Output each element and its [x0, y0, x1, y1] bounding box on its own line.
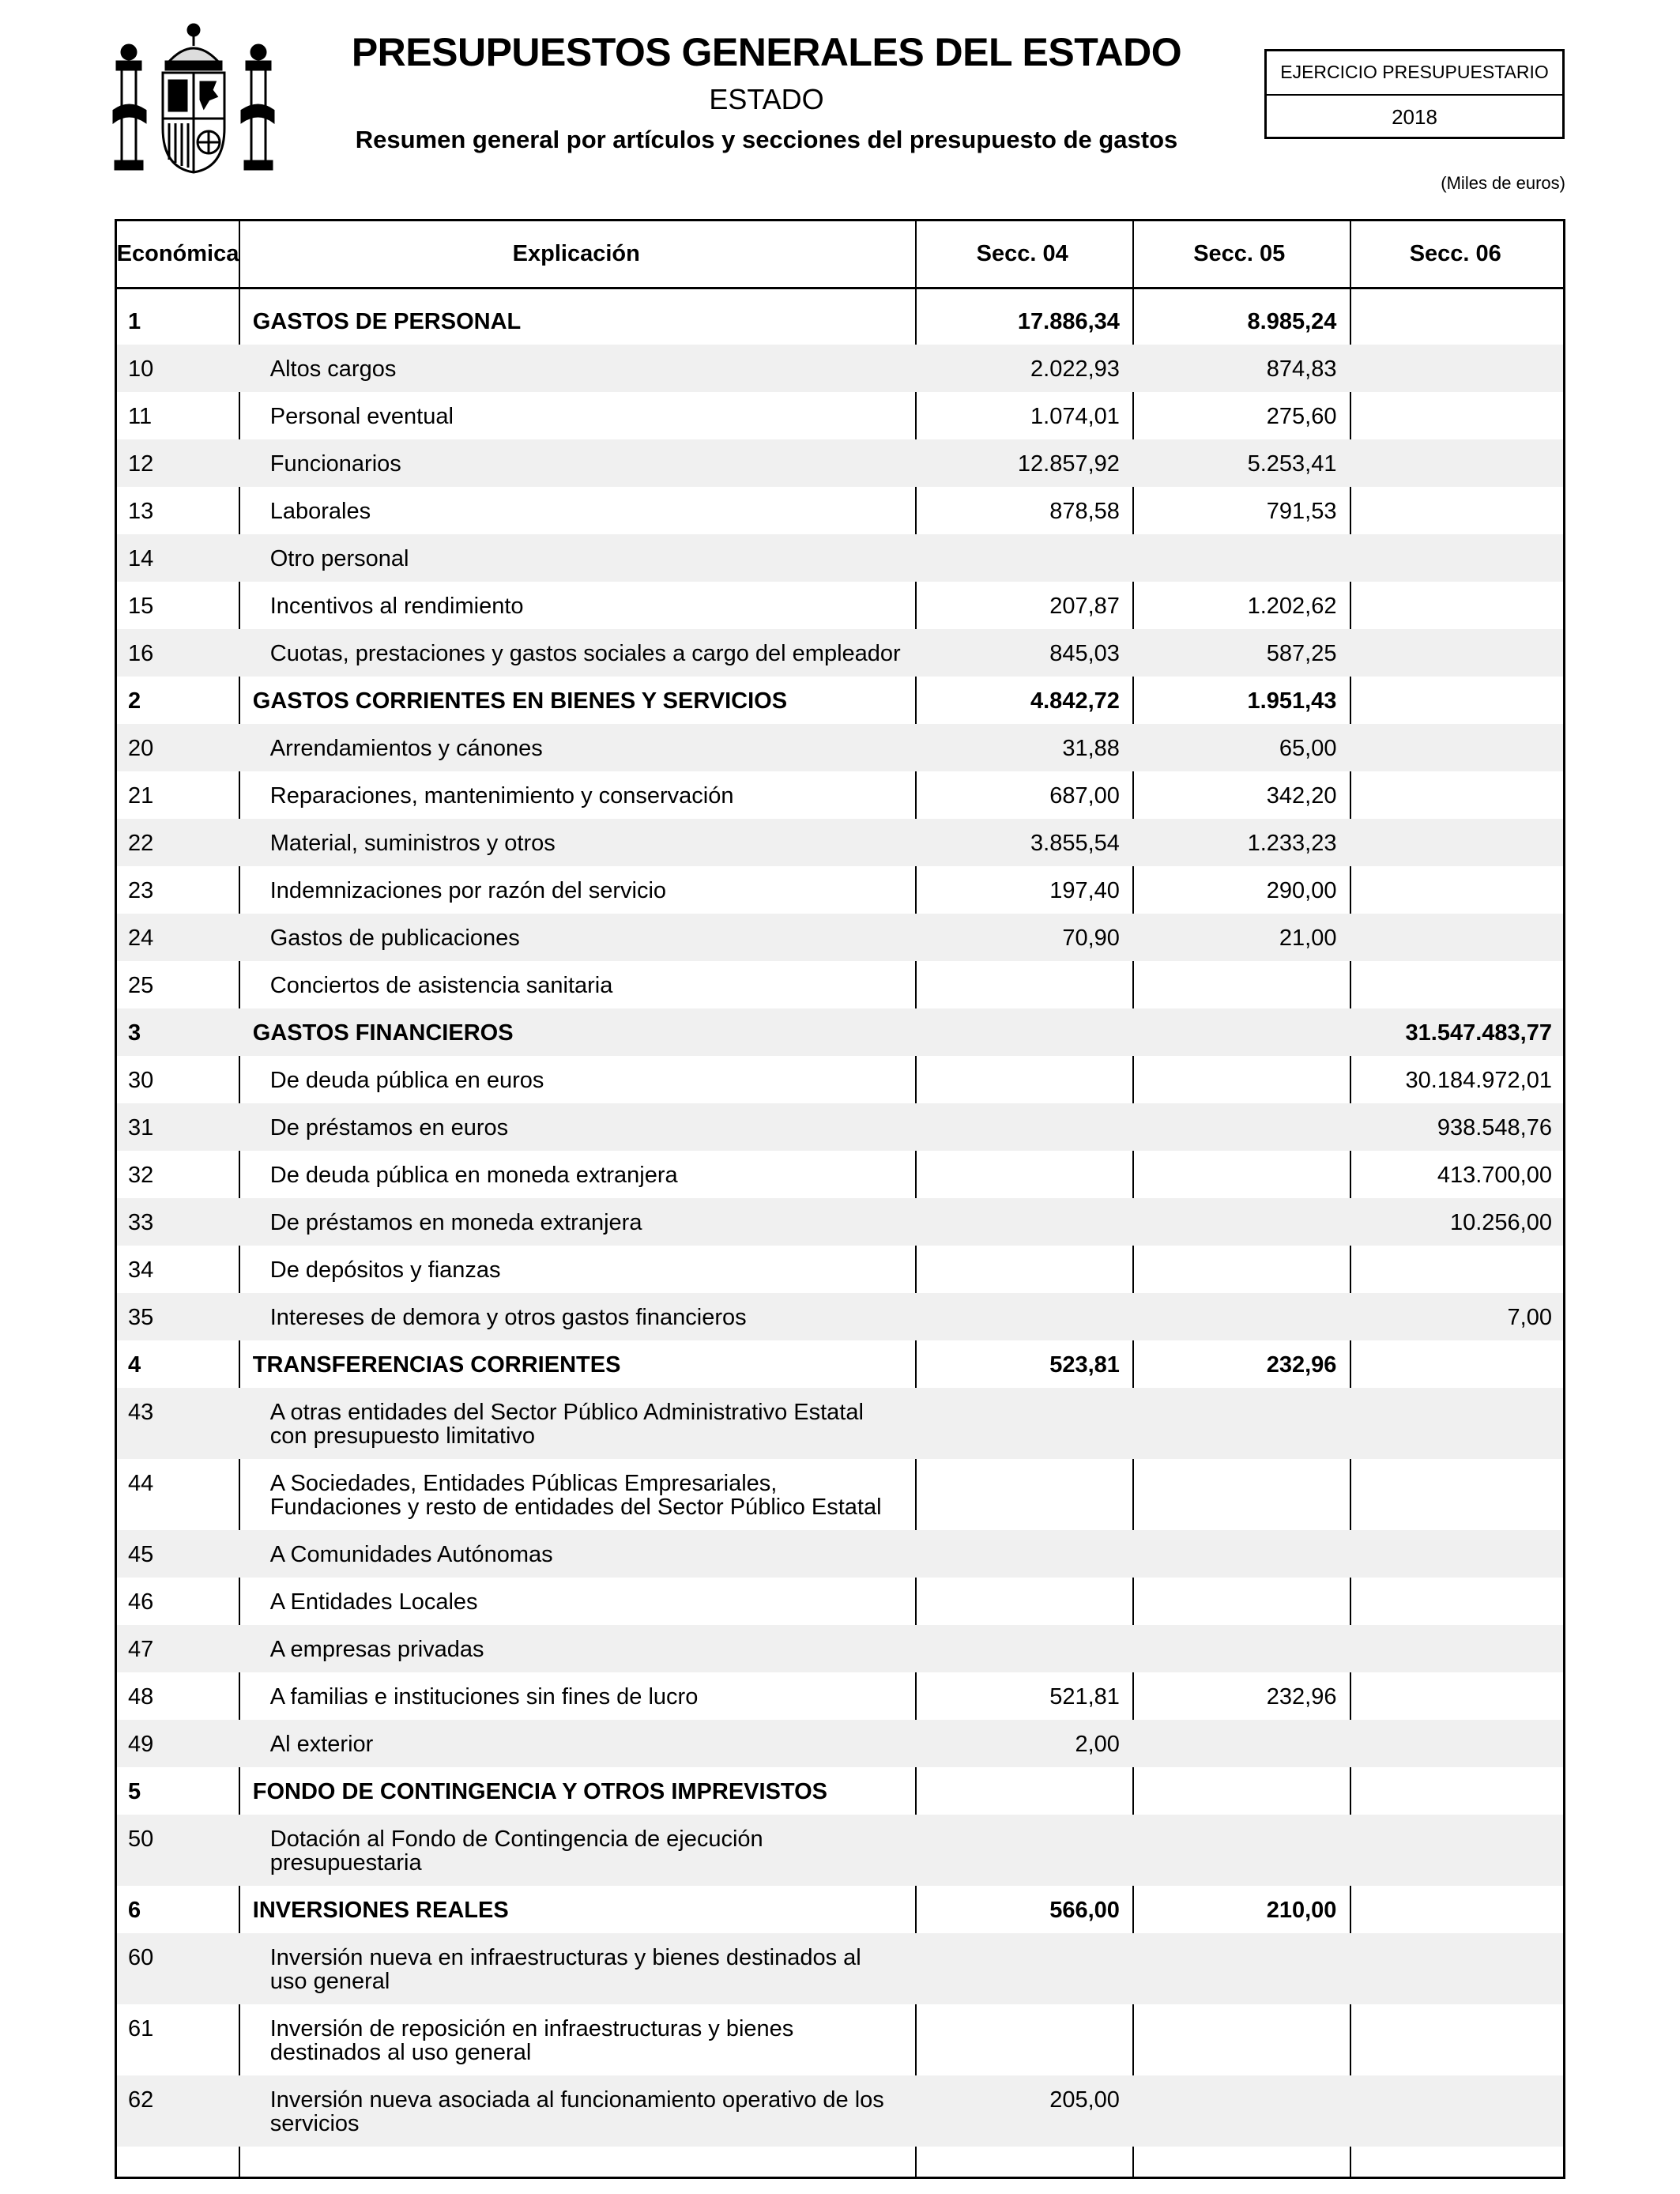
row-secc-06: 7,00: [1507, 1305, 1552, 1330]
row-secc-04: [913, 1578, 1131, 1625]
table-row: [117, 1198, 1563, 1246]
row-code: 31: [128, 1115, 154, 1140]
row-code: 25: [128, 973, 154, 998]
row-secc-06: [1347, 1625, 1563, 1672]
table-row: [117, 439, 1563, 487]
row-code: 48: [128, 1684, 154, 1710]
row-secc-05: 1.202,62: [1247, 594, 1337, 619]
row-code: 3: [128, 1020, 141, 1046]
page-title: PRESUPUESTOS GENERALES DEL ESTADO: [351, 30, 1182, 74]
row-secc-06: [1347, 1459, 1563, 1530]
row-secc-06: [1347, 914, 1563, 961]
row-label: A Sociedades, Entidades Públicas Empresariales, Fundaciones y resto de entidades del Sector Público Estatal: [269, 1471, 882, 1520]
row-secc-05: 5.253,41: [1247, 451, 1337, 477]
row-secc-04: 3.855,54: [1030, 831, 1120, 856]
table-row: [117, 771, 1563, 819]
table-row: [117, 1388, 1563, 1459]
row-label: Otro personal: [269, 546, 409, 571]
row-label: Conciertos de asistencia sanitaria: [269, 973, 613, 998]
row-secc-04: 566,00: [1049, 1898, 1120, 1923]
table-row: [117, 1530, 1563, 1578]
exercise-label: EJERCICIO PRESUPUESTARIO: [1267, 51, 1562, 96]
row-code: 33: [128, 1210, 154, 1235]
row-code: 5: [128, 1779, 141, 1804]
row-label: A empresas privadas: [269, 1637, 484, 1662]
row-secc-06: [1347, 1340, 1563, 1388]
column-header-explicacion: Explicación: [512, 241, 640, 266]
units-note: (Miles de euros): [1441, 173, 1565, 193]
table-row: [117, 1815, 1563, 1886]
chapter-row: [117, 1008, 1563, 1056]
table-row: [117, 1246, 1563, 1293]
row-label: Laborales: [269, 499, 371, 524]
exercise-year: 2018: [1392, 105, 1437, 129]
row-code: 62: [128, 2087, 154, 2113]
row-secc-04: 31,88: [1062, 736, 1120, 761]
table-row: [117, 914, 1563, 961]
row-label: De depósitos y fianzas: [269, 1257, 501, 1283]
row-secc-04: 521,81: [1049, 1684, 1120, 1710]
column-header-secc-05: Secc. 05: [1193, 241, 1286, 266]
row-secc-05: 65,00: [1279, 736, 1337, 761]
row-label: Cuotas, prestaciones y gastos sociales a cargo del empleador: [269, 641, 901, 666]
row-secc-05: 21,00: [1279, 925, 1337, 951]
table-row: [117, 1056, 1563, 1103]
row-code: 49: [128, 1732, 154, 1757]
row-secc-06: [1347, 1767, 1563, 1815]
row-secc-06: [1347, 2004, 1563, 2075]
row-secc-05: 8.985,24: [1247, 309, 1337, 334]
row-code: 60: [128, 1945, 154, 1970]
row-secc-06: [1347, 866, 1563, 914]
table-row: [117, 1672, 1563, 1720]
row-secc-06: [1347, 677, 1563, 724]
row-secc-04: 70,90: [1062, 925, 1120, 951]
row-secc-05: 1.951,43: [1247, 688, 1337, 714]
table-row: [117, 1151, 1563, 1198]
row-secc-04: 1.074,01: [1030, 404, 1120, 429]
row-secc-05: [1131, 1056, 1348, 1103]
row-label: Inversión nueva en infraestructuras y bienes destinados al uso general: [269, 1945, 861, 1994]
row-code: 6: [128, 1898, 141, 1923]
row-code: 44: [128, 1471, 154, 1496]
row-secc-06: [1347, 1933, 1563, 2004]
row-label: A otras entidades del Sector Público Administrativo Estatal con presupuesto limitativo: [269, 1400, 864, 1449]
row-secc-04: 207,87: [1049, 594, 1120, 619]
row-secc-04: 687,00: [1049, 783, 1120, 809]
row-secc-05: 232,96: [1266, 1352, 1337, 1378]
row-secc-05: 587,25: [1266, 641, 1337, 666]
row-secc-05: [1131, 1459, 1348, 1530]
row-secc-05: [1131, 1103, 1348, 1151]
row-secc-04: [913, 1530, 1131, 1578]
row-label: A Comunidades Autónomas: [269, 1542, 553, 1567]
row-secc-04: [913, 1151, 1131, 1198]
row-label: Dotación al Fondo de Contingencia de ejecución presupuestaria: [269, 1826, 763, 1875]
table-row: [117, 487, 1563, 534]
row-secc-05: 1.233,23: [1247, 831, 1337, 856]
row-secc-04: [913, 961, 1131, 1008]
row-secc-04: [913, 2004, 1131, 2075]
row-code: 13: [128, 499, 154, 524]
row-code: 50: [128, 1826, 154, 1852]
row-label: FONDO DE CONTINGENCIA Y OTROS IMPREVISTOS: [252, 1779, 828, 1804]
row-label: Reparaciones, mantenimiento y conservación: [269, 783, 734, 809]
row-code: 20: [128, 736, 154, 761]
row-code: 46: [128, 1589, 154, 1615]
table-row: [117, 629, 1563, 677]
row-label: De préstamos en euros: [269, 1115, 509, 1140]
row-label: Incentivos al rendimiento: [269, 594, 524, 619]
row-label: De préstamos en moneda extranjera: [269, 1210, 642, 1235]
row-code: 61: [128, 2016, 154, 2041]
row-code: 4: [128, 1352, 141, 1378]
table-body: [117, 289, 1563, 2147]
row-code: 43: [128, 1400, 154, 1425]
row-secc-06: [1347, 1720, 1563, 1767]
row-secc-05: [1131, 1198, 1348, 1246]
row-secc-04: 845,03: [1049, 641, 1120, 666]
row-code: 24: [128, 925, 154, 951]
row-secc-06: [1347, 961, 1563, 1008]
row-secc-06: [1347, 629, 1563, 677]
row-secc-05: 275,60: [1266, 404, 1337, 429]
row-label: De deuda pública en euros: [269, 1068, 544, 1093]
row-secc-05: [1131, 1151, 1348, 1198]
row-secc-06: [1347, 487, 1563, 534]
chapter-row: [117, 297, 1563, 345]
row-label: Intereses de demora y otros gastos financieros: [269, 1305, 747, 1330]
row-code: 34: [128, 1257, 154, 1283]
row-secc-05: 290,00: [1266, 878, 1337, 903]
row-secc-06: [1347, 1886, 1563, 1933]
table-row: [117, 534, 1563, 582]
row-label: Funcionarios: [269, 451, 401, 477]
row-secc-05: [1131, 1933, 1348, 2004]
exercise-box: [1264, 49, 1565, 139]
row-secc-05: [1131, 1815, 1348, 1886]
table-header: [117, 221, 1563, 289]
row-secc-04: [913, 1815, 1131, 1886]
row-secc-04: 12.857,92: [1017, 451, 1120, 477]
row-label: GASTOS DE PERSONAL: [252, 309, 522, 334]
row-label: De deuda pública en moneda extranjera: [269, 1163, 678, 1188]
row-label: INVERSIONES REALES: [252, 1898, 509, 1923]
row-code: 30: [128, 1068, 154, 1093]
row-label: Gastos de publicaciones: [269, 925, 520, 951]
row-secc-04: 4.842,72: [1030, 688, 1120, 714]
table-row: [117, 866, 1563, 914]
chapter-row: [117, 1340, 1563, 1388]
table-row: [117, 819, 1563, 866]
row-label: Altos cargos: [269, 356, 397, 382]
table-row: [117, 2004, 1563, 2075]
table-row: [117, 724, 1563, 771]
row-secc-05: [1131, 2004, 1348, 2075]
row-secc-05: [1131, 1293, 1348, 1340]
row-secc-06: [1347, 819, 1563, 866]
row-secc-05: 791,53: [1266, 499, 1337, 524]
coat-of-arms-icon: [111, 17, 277, 175]
row-secc-06: [1347, 724, 1563, 771]
row-code: 11: [128, 404, 153, 429]
row-label: GASTOS CORRIENTES EN BIENES Y SERVICIOS: [252, 688, 788, 714]
row-label: A familias e instituciones sin fines de lucro: [269, 1684, 699, 1710]
row-label: Material, suministros y otros: [269, 831, 556, 856]
row-secc-06: [1347, 1815, 1563, 1886]
table-row: [117, 961, 1563, 1008]
chapter-row: [117, 1767, 1563, 1815]
row-secc-04: [913, 1625, 1131, 1672]
row-label: Al exterior: [269, 1732, 374, 1757]
row-secc-06: [1347, 1672, 1563, 1720]
table-row: [117, 2075, 1563, 2147]
row-secc-06: 10.256,00: [1449, 1210, 1552, 1235]
row-secc-05: 874,83: [1266, 356, 1337, 382]
row-secc-05: [1131, 1246, 1348, 1293]
table-row: [117, 1933, 1563, 2004]
row-code: 12: [128, 451, 154, 477]
table-row: [117, 1103, 1563, 1151]
row-code: 21: [128, 783, 154, 809]
row-secc-06: 30.184.972,01: [1405, 1068, 1552, 1093]
row-secc-05: [1131, 1578, 1348, 1625]
row-secc-06: [1347, 1578, 1563, 1625]
row-secc-05: [1131, 961, 1348, 1008]
row-secc-04: [913, 1103, 1131, 1151]
row-secc-06: 938.548,76: [1437, 1115, 1552, 1140]
row-secc-06: [1347, 582, 1563, 629]
row-label: Inversión de reposición en infraestructuras y bienes destinados al uso general: [269, 2016, 794, 2065]
row-secc-06: [1347, 1388, 1563, 1459]
row-secc-05: [1131, 2075, 1348, 2147]
row-secc-06: [1347, 2075, 1563, 2147]
table-row: [117, 392, 1563, 439]
table-row: [117, 345, 1563, 392]
row-code: 2: [128, 688, 141, 714]
row-code: 1: [128, 309, 141, 334]
row-secc-05: [1131, 1388, 1348, 1459]
row-label: TRANSFERENCIAS CORRIENTES: [252, 1352, 621, 1378]
column-header-secc-06: Secc. 06: [1409, 241, 1501, 266]
row-secc-04: 878,58: [1049, 499, 1120, 524]
row-secc-06: [1347, 392, 1563, 439]
table-row: [117, 582, 1563, 629]
column-header-economica: Económica: [116, 241, 239, 266]
row-label: GASTOS FINANCIEROS: [252, 1020, 514, 1046]
row-secc-06: [1347, 1530, 1563, 1578]
row-secc-06: [1347, 297, 1563, 345]
row-code: 14: [128, 546, 154, 571]
chapter-row: [117, 1886, 1563, 1933]
row-secc-06: [1347, 534, 1563, 582]
row-label: Arrendamientos y cánones: [269, 736, 543, 761]
row-secc-06: [1347, 345, 1563, 392]
column-header-secc-04: Secc. 04: [976, 241, 1068, 266]
row-secc-04: [913, 1388, 1131, 1459]
header: [308, 25, 1225, 160]
row-secc-06: [1347, 1246, 1563, 1293]
chapter-row: [117, 677, 1563, 724]
row-secc-05: 342,20: [1266, 783, 1337, 809]
row-code: 23: [128, 878, 154, 903]
row-secc-04: [913, 1198, 1131, 1246]
row-code: 32: [128, 1163, 154, 1188]
row-secc-04: 523,81: [1049, 1352, 1120, 1378]
row-label: Inversión nueva asociada al funcionamiento operativo de los servicios: [269, 2087, 884, 2136]
row-secc-04: [913, 1246, 1131, 1293]
row-secc-04: [913, 1293, 1131, 1340]
row-code: 16: [128, 641, 154, 666]
row-secc-05: [1131, 534, 1348, 582]
row-secc-06: [1347, 771, 1563, 819]
table-row: [117, 1459, 1563, 1530]
budget-table: [115, 219, 1565, 2179]
row-secc-05: [1131, 1720, 1348, 1767]
row-label: Indemnizaciones por razón del servicio: [269, 878, 667, 903]
row-code: 10: [128, 356, 154, 382]
row-code: 47: [128, 1637, 154, 1662]
row-secc-04: [913, 534, 1131, 582]
table-row: [117, 1578, 1563, 1625]
row-code: 35: [128, 1305, 154, 1330]
row-secc-04: [913, 1056, 1131, 1103]
table-row: [117, 1720, 1563, 1767]
row-code: 15: [128, 594, 154, 619]
table-row: [117, 1625, 1563, 1672]
table-row: [117, 1293, 1563, 1340]
row-secc-04: [913, 1459, 1131, 1530]
row-secc-04: 205,00: [1049, 2087, 1120, 2113]
row-secc-04: [913, 1933, 1131, 2004]
row-secc-04: [913, 1767, 1131, 1815]
row-secc-06: 31.547.483,77: [1405, 1020, 1552, 1046]
row-secc-05: [1131, 1530, 1348, 1578]
row-secc-05: [1131, 1008, 1348, 1056]
row-secc-04: 2.022,93: [1030, 356, 1120, 382]
row-label: Personal eventual: [269, 404, 454, 429]
row-secc-05: [1131, 1625, 1348, 1672]
row-code: 45: [128, 1542, 154, 1567]
row-code: 22: [128, 831, 154, 856]
row-secc-06: 413.700,00: [1437, 1163, 1552, 1188]
row-secc-05: 232,96: [1266, 1684, 1337, 1710]
page-description: Resumen general por artículos y secciones del presupuesto de gastos: [355, 126, 1178, 153]
row-secc-05: 210,00: [1266, 1898, 1337, 1923]
row-label: A Entidades Locales: [269, 1589, 478, 1615]
row-secc-06: [1347, 439, 1563, 487]
row-secc-04: [913, 1008, 1131, 1056]
row-secc-04: 197,40: [1049, 878, 1120, 903]
row-secc-05: [1131, 1767, 1348, 1815]
page-subtitle: ESTADO: [709, 83, 824, 115]
row-secc-04: 17.886,34: [1017, 309, 1120, 334]
row-secc-04: 2,00: [1075, 1732, 1120, 1757]
